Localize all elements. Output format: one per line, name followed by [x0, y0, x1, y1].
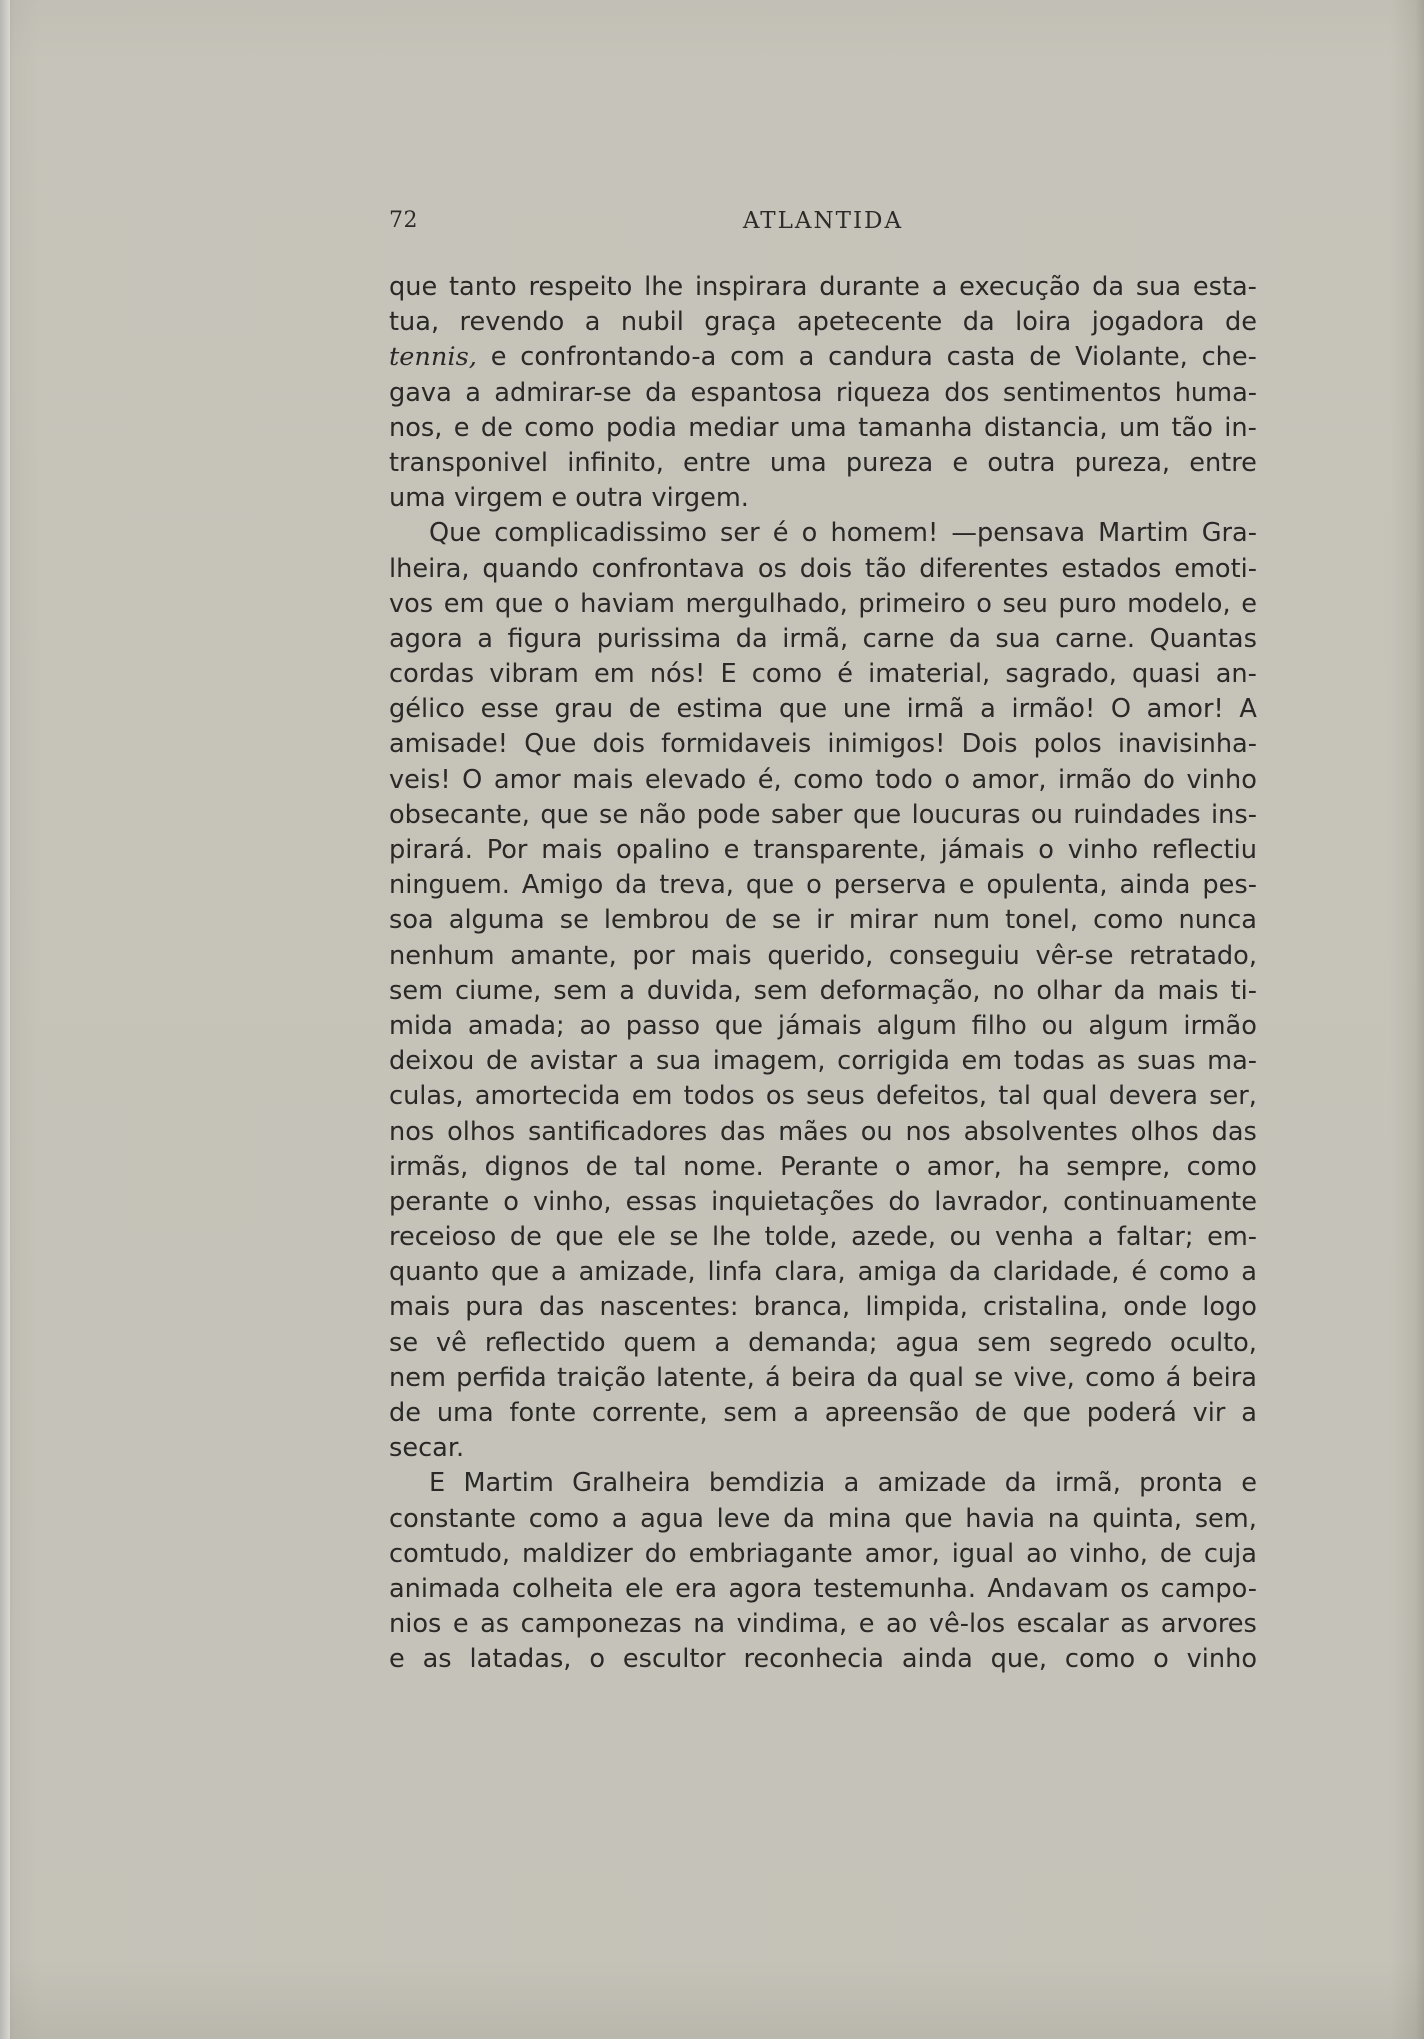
text-line: gélico esse grau de estima que une irmã a irmão! O amor! A [389, 694, 1257, 725]
text-line: nios e as camponezas na vindima, e ao vê-los escalar as arvores [389, 1609, 1257, 1640]
text-line: nos, e de como podia mediar uma tamanha distancia, um tão in- [389, 412, 1257, 443]
page-spine-shadow [0, 0, 10, 2039]
text-line: cordas vibram em nós! E como é imaterial, sagrado, quasi an- [389, 659, 1257, 690]
text-line: quanto que a amizade, linfa clara, amiga da claridade, é como a [389, 1257, 1257, 1288]
text-line: irmãs, dignos de tal nome. Perante o amor, ha sempre, como [389, 1151, 1257, 1182]
text-line: mais pura das nascentes: branca, limpida, cristalina, onde logo [389, 1292, 1257, 1323]
text-line: mida amada; ao passo que jámais algum filho ou algum irmão [389, 1010, 1257, 1041]
text-line: culas, amortecida em todos os seus defeitos, tal qual devera ser, [389, 1081, 1257, 1112]
text-line: comtudo, maldizer do embriagante amor, igual ao vinho, de cuja [389, 1538, 1257, 1569]
text-line: ninguem. Amigo da treva, que o perserva e opulenta, ainda pes- [389, 870, 1257, 901]
text-line: vos em que o haviam mergulhado, primeiro o seu puro modelo, e [389, 588, 1257, 619]
text-line: constante como a agua leve da mina que havia na quinta, sem, [389, 1503, 1257, 1534]
text-line: secar. [389, 1433, 465, 1464]
text-line: deixou de avistar a sua imagem, corrigida em todas as suas ma- [389, 1046, 1257, 1077]
text-line: nenhum amante, por mais querido, conseguiu vêr-se retratado, [389, 940, 1257, 971]
text-line: obsecante, que se não pode saber que loucuras ou ruindades ins- [389, 799, 1257, 830]
page-number: 72 [389, 208, 418, 233]
text-line: nem perfida traição latente, á beira da qual se vive, como á beira [389, 1362, 1257, 1393]
text-line: que tanto respeito lhe inspirara durante a execução da sua esta- [389, 272, 1257, 302]
running-title: ATLANTIDA [742, 208, 904, 234]
text-line: sem ciume, sem a duvida, sem deformação, no olhar da mais ti- [389, 975, 1257, 1006]
text-line: veis! O amor mais elevado é, como todo o amor, irmão do vinho [389, 764, 1257, 795]
body-text [389, 270, 1257, 1678]
text-line: gava a admirar-se da espantosa riqueza dos sentimentos huma- [389, 377, 1257, 408]
text-line: animada colheita ele era agora testemunha. Andavam os campo- [389, 1573, 1257, 1604]
text-line: se vê reflectido quem a demanda; agua sem segredo oculto, [389, 1327, 1257, 1358]
text-line: nos olhos santificadores das mães ou nos absolventes olhos das [389, 1116, 1257, 1147]
text-line: tennis, e confrontando-a com a candura casta de Violante, che- [389, 342, 1257, 373]
text-line: E Martim Gralheira bemdizia a amizade da irmã, pronta e [429, 1468, 1257, 1499]
text-line: agora a figura purissima da irmã, carne da sua carne. Quantas [389, 623, 1257, 654]
page-header [389, 208, 1257, 240]
text-line: e as latadas, o escultor reconhecia ainda que, como o vinho [389, 1644, 1257, 1675]
text-line: Que complicadissimo ser é o homem! —pensava Martim Gra- [429, 518, 1257, 549]
text-line: pirará. Por mais opalino e transparente, jámais o vinho reflectiu [389, 835, 1257, 865]
text-line: transponivel infinito, entre uma pureza e outra pureza, entre [389, 447, 1257, 478]
text-line: uma virgem e outra virgem. [389, 483, 749, 514]
text-line: de uma fonte corrente, sem a apreensão de que poderá vir a [389, 1398, 1257, 1428]
text-line: amisade! Que dois formidaveis inimigos! Dois polos inavisinha- [389, 729, 1257, 760]
text-line: receioso de que ele se lhe tolde, azede, ou venha a faltar; em- [389, 1222, 1257, 1253]
text-line: soa alguma se lembrou de se ir mirar num tonel, como nunca [389, 905, 1257, 936]
text-line: lheira, quando confrontava os dois tão diferentes estados emoti- [389, 553, 1257, 584]
text-line: perante o vinho, essas inquietações do lavrador, continuamente [389, 1186, 1257, 1217]
text-line: tua, revendo a nubil graça apetecente da loira jogadora de [389, 307, 1257, 338]
